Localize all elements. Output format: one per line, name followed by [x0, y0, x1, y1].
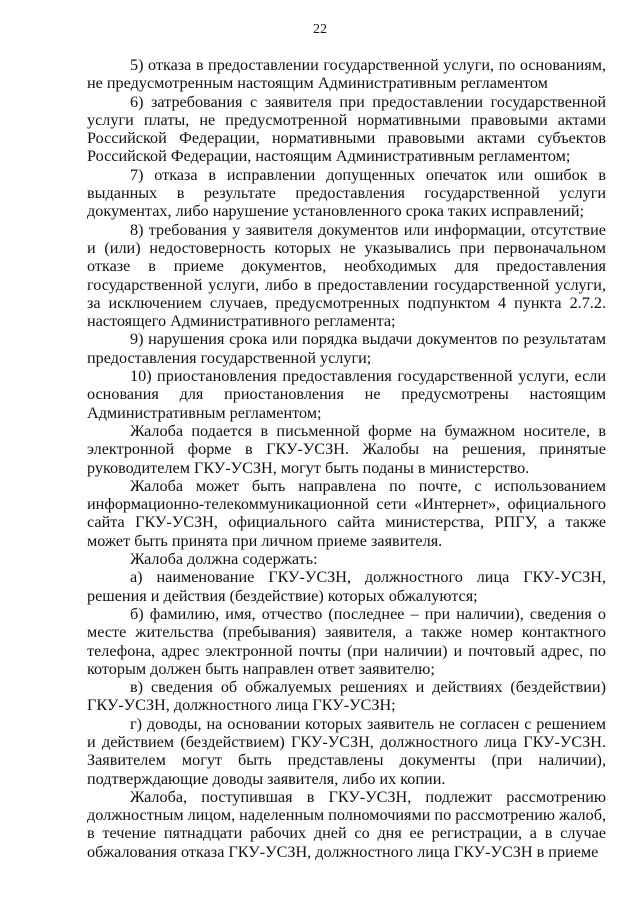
paragraph-item-8: 8) требования у заявителя документов или информации, отсутствие и (или) недостоверность которых не указывались при первоначальном отказе в приеме документов, необходимых для предоставления государственной услуги, либо в предоставлении государственной услуги, за исключением случаев, предусмотренных подпунктом 4 пункта 2.7.2. настоящего Административного регламента; [87, 220, 606, 331]
paragraph-complaint-contents-heading: Жалоба должна содержать: [130, 550, 318, 569]
paragraph-item-9: 9) нарушения срока или порядка выдачи документов по результатам предоставления государственной услуги; [87, 330, 606, 367]
page-number: 22 [313, 22, 327, 37]
paragraph-complaint-review: Жалоба, поступившая в ГКУ-УСЗН, подлежит рассмотрению должностным лицом, наделенным полномочиями по рассмотрению жалоб, в течение пятнадцати рабочих дней со дня ее регистрации, а в случае обжалования отказа ГКУ-УСЗН, должностного лица ГКУ-УСЗН в приеме [87, 787, 606, 861]
paragraph-complaint-form: Жалоба подается в письменной форме на бумажном носителе, в электронной форме в ГКУ-УСЗН. Жалобы на решения, принятые руководителем ГКУ-УСЗН, могут быть поданы в министерство. [87, 421, 606, 477]
paragraph-complaint-channels: Жалоба может быть направлена по почте, с использованием информационно-телекоммуникационной сети «Интернет», официального сайта ГКУ-УСЗН, официального сайта министерства, РПГУ, а также может быть принята при личном приеме заявителя. [87, 476, 606, 550]
paragraph-item-5: 5) отказа в предоставлении государственной услуги, по основаниям, не предусмотренным настоящим Административным регламентом [87, 56, 606, 93]
paragraph-contents-g: г) доводы, на основании которых заявитель не согласен с решением и действием (бездействием) ГКУ-УСЗН, должностного лица ГКУ-УСЗН. Заявителем могут быть представлены документы (при наличии), подтверждающие доводы заявителя, либо их копии. [87, 714, 606, 788]
paragraph-item-6: 6) затребования с заявителя при предоставлении государственной услуги платы, не предусмотренной нормативными правовыми актами Российской Федерации, нормативными правовыми актами субъектов Российской Федерации, настоящим Административным регламентом; [87, 92, 606, 166]
document-body [87, 56, 606, 861]
paragraph-contents-a: а) наименование ГКУ-УСЗН, должностного лица ГКУ-УСЗН, решения и действия (бездействие) которых обжалуются; [87, 568, 606, 605]
paragraph-item-7: 7) отказа в исправлении допущенных опечаток или ошибок в выданных в результате предоставления государственной услуги документах, либо нарушение установленного срока таких исправлений; [87, 165, 606, 221]
paragraph-contents-v: в) сведения об обжалуемых решениях и действиях (бездействии) ГКУ-УСЗН, должностного лица ГКУ-УСЗН; [87, 678, 606, 715]
paragraph-item-10: 10) приостановления предоставления государственной услуги, если основания для приостановления не предусмотрены настоящим Административным регламентом; [87, 367, 606, 422]
paragraph-contents-b: б) фамилию, имя, отчество (последнее – при наличии), сведения о месте жительства (пребывания) заявителя, а также номер контактного телефона, адрес электронной почты (при наличии) и почтовый адрес, по которым должен быть направлен ответ заявителю; [87, 604, 606, 678]
